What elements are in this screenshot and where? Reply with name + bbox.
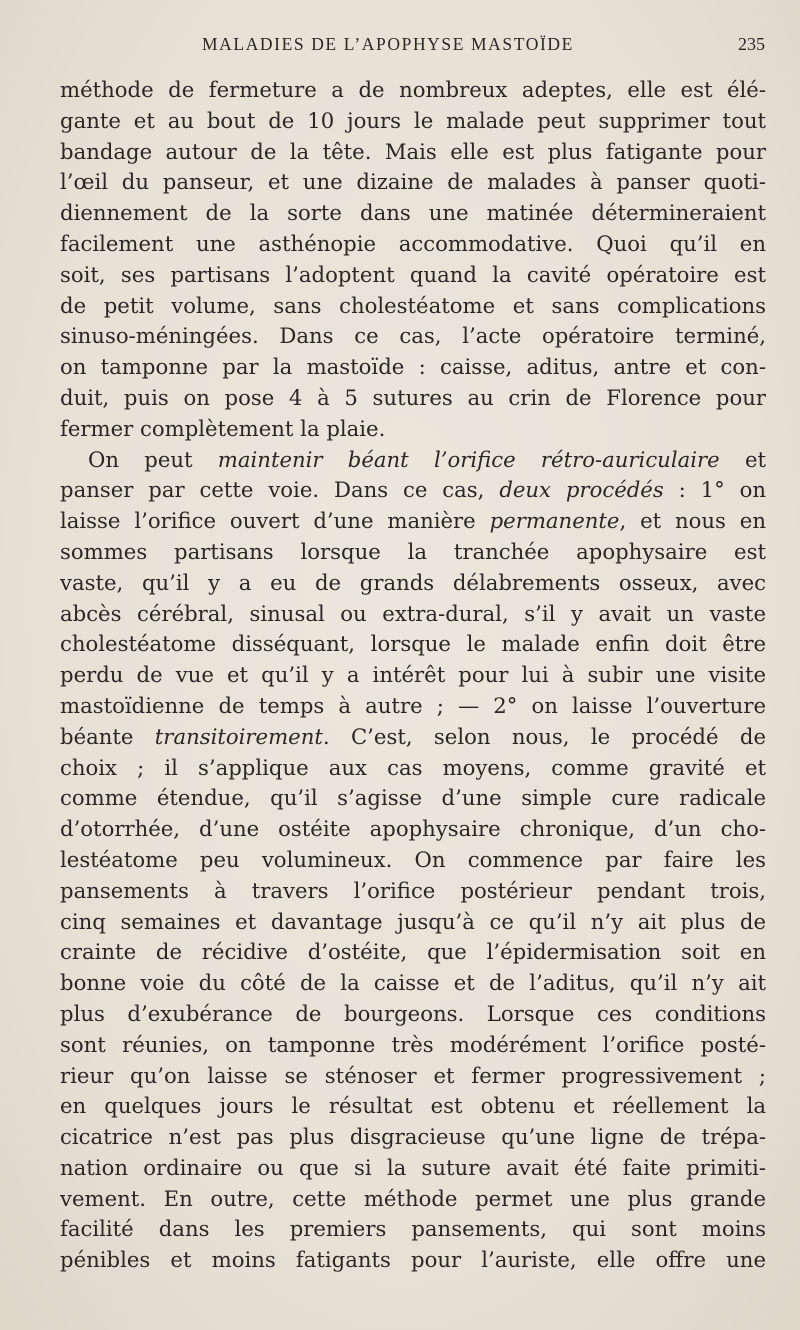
text-line: facilité dans les premiers pansements, qui sont moins xyxy=(60,1216,766,1242)
text-line xyxy=(60,445,766,476)
text-run: : 1° on xyxy=(663,477,767,503)
text-line: diennement de la sorte dans une matinée détermineraient xyxy=(60,200,766,226)
text-line: méthode de fermeture a de nombreux adeptes, elle est élé- xyxy=(60,77,766,102)
text-line: comme étendue, qu’il s’agisse d’une simple cure radicale xyxy=(60,785,766,811)
text-line xyxy=(60,722,766,753)
text-line: pénibles et moins fatigants pour l’auriste, elle offre une xyxy=(60,1247,766,1273)
page-number: 235 xyxy=(738,34,765,54)
text-line: sont réunies, on tamponne très modérément l’orifice posté- xyxy=(60,1031,766,1057)
text-run: , et nous en xyxy=(619,508,766,534)
italic-run: deux procédés xyxy=(499,477,664,503)
text-run: On peut xyxy=(88,446,218,472)
text-line: vement. En outre, cette méthode permet une plus grande xyxy=(60,1185,766,1211)
text-run: laisse l’orifice ouvert d’une manière xyxy=(60,508,490,534)
text-line: bonne voie du côté de la caisse et de l’aditus, qu’il n’y ait xyxy=(60,970,766,996)
text-line: mastoïdienne de temps à autre ; — 2° on laisse l’ouverture xyxy=(60,692,766,718)
text-line: cinq semaines et davantage jusqu’à ce qu’il n’y ait plus de xyxy=(60,908,766,934)
text-line: bandage autour de la tête. Mais elle est plus fatigante pour xyxy=(60,138,766,164)
text-line: lestéatome peu volumineux. On commence par faire les xyxy=(60,846,766,872)
text-line: l’œil du panseur, et une dizaine de malades à panser quoti- xyxy=(60,169,766,195)
text-line: facilement une asthénopie accommodative. Quoi qu’il en xyxy=(60,230,766,256)
text-line: choix ; il s’applique aux cas moyens, comme gravité et xyxy=(60,754,766,780)
text-line: sommes partisans lorsque la tranchée apophysaire est xyxy=(60,538,766,564)
text-line: soit, ses partisans l’adoptent quand la cavité opératoire est xyxy=(60,261,766,287)
text-run: béante xyxy=(60,723,155,749)
text-line: en quelques jours le résultat est obtenu et réellement la xyxy=(60,1093,766,1119)
italic-run: transitoirement xyxy=(154,723,323,749)
body-text xyxy=(60,75,766,1276)
italic-run: permanente xyxy=(489,508,620,534)
text-run: . C’est, selon nous, le procédé de xyxy=(322,723,766,749)
italic-run: maintenir béant l’orifice rétro-auriculaire xyxy=(217,446,720,472)
running-title: MALADIES DE L’APOPHYSE MASTOÏDE xyxy=(202,34,574,54)
text-line: vaste, qu’il y a eu de grands délabrements osseux, avec xyxy=(60,569,766,595)
text-line: gante et au bout de 10 jours le malade peut supprimer tout xyxy=(60,107,766,133)
text-line: on tamponne par la mastoïde : caisse, aditus, antre et con- xyxy=(60,354,766,380)
text-run: panser par cette voie. Dans ce cas, xyxy=(60,477,500,503)
text-line: duit, puis on pose 4 à 5 sutures au crin de Florence pour xyxy=(60,384,766,410)
text-run: et xyxy=(719,446,766,472)
text-line: cholestéatome disséquant, lorsque le malade enfin doit être xyxy=(60,631,766,657)
text-line xyxy=(60,475,766,506)
text-line: nation ordinaire ou que si la suture avait été faite primiti- xyxy=(60,1154,766,1180)
text-line: cicatrice n’est pas plus disgracieuse qu’une ligne de trépa- xyxy=(60,1124,766,1150)
text-line: crainte de récidive d’ostéite, que l’épidermisation soit en xyxy=(60,939,766,965)
text-line: abcès cérébral, sinusal ou extra-dural, s’il y avait un vaste xyxy=(60,600,766,626)
text-line: d’otorrhée, d’une ostéite apophysaire chronique, d’un cho- xyxy=(60,816,766,842)
text-line: rieur qu’on laisse se sténoser et fermer progressivement ; xyxy=(60,1062,766,1088)
text-line: sinuso-méningées. Dans ce cas, l’acte opératoire terminé, xyxy=(60,323,766,349)
page-header xyxy=(60,34,765,64)
text-line xyxy=(60,506,766,537)
text-line: fermer complètement la plaie. xyxy=(60,415,386,441)
text-line: de petit volume, sans cholestéatome et sans complications xyxy=(60,292,766,318)
text-line: perdu de vue et qu’il y a intérêt pour lui à subir une visite xyxy=(60,662,766,688)
text-line: pansements à travers l’orifice postérieur pendant trois, xyxy=(60,877,766,903)
text-line: plus d’exubérance de bourgeons. Lorsque ces conditions xyxy=(60,1000,766,1026)
